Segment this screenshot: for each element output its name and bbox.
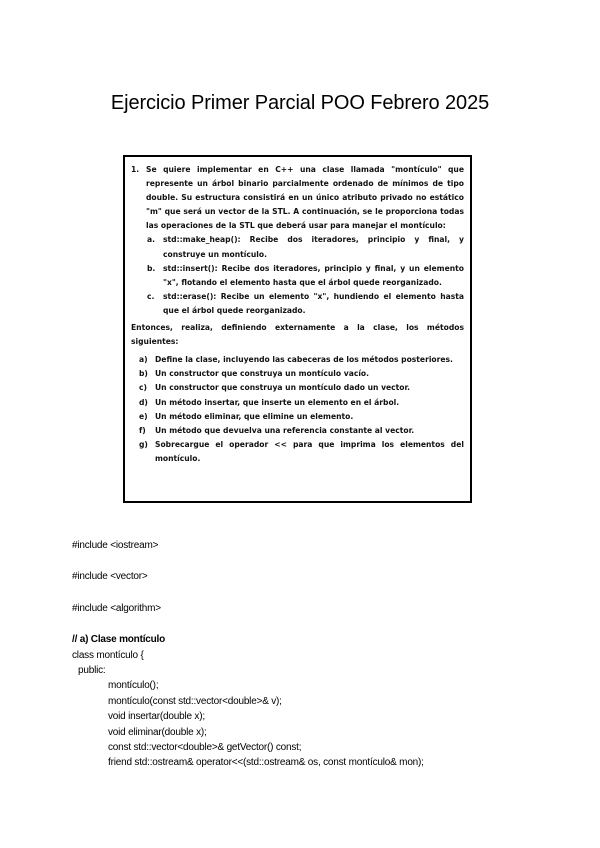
stl-op-text: std::erase(): Recibe un elemento "x", hundiendo el elemento hasta que el árbol quede reorganizado. xyxy=(163,291,464,315)
code-line-include: #include <iostream> xyxy=(72,540,159,551)
code-member-line: void insertar(double x); xyxy=(108,711,205,723)
task-item xyxy=(139,410,464,424)
task-item xyxy=(139,353,464,367)
code-member-line: const std::vector<double>& getVector() const; xyxy=(108,741,302,753)
code-access-specifier: public: xyxy=(78,664,106,676)
code-member-line: friend std::ostream& operator<<(std::ostream& os, const montículo& mon); xyxy=(108,757,424,769)
task-item xyxy=(139,438,464,466)
task-item xyxy=(139,396,464,410)
exercise-statement-text: Se quiere implementar en C++ una clase llamada "montículo" que represente un árbol binario parcialmente ordenado de mínimos de tipo double. Su estructura consistirá en un único atributo privado no estático "m" que será un vector de la STL. A continuación, se le proporciona todas las operaciones de la STL que deberá usar para manejar el montículo: xyxy=(146,165,464,231)
task-text: Sobrecargue el operador << para que imprima los elementos del montículo. xyxy=(155,439,464,463)
task-item xyxy=(139,367,464,381)
exercise-image xyxy=(123,155,472,503)
stl-op xyxy=(147,262,464,290)
task-text: Define la clase, incluyendo las cabeceras de los métodos posteriores. xyxy=(155,355,453,365)
task-item xyxy=(139,424,464,438)
task-letter: a) xyxy=(139,355,148,365)
exercise-number: 1. xyxy=(131,165,140,174)
code-block xyxy=(72,538,552,771)
task-letter: b) xyxy=(139,369,148,379)
task-letter: d) xyxy=(139,397,148,407)
exercise-statement xyxy=(131,163,464,233)
task-text: Un método eliminar, que elimine un elemento. xyxy=(155,411,354,421)
stl-op xyxy=(147,233,464,261)
code-class-declaration: class montículo { xyxy=(72,649,144,661)
tasks-intro: Entonces, realiza, definiendo externamente a la clase, los métodos siguientes: xyxy=(131,323,464,347)
code-member-line: montículo(const std::vector<double>& v); xyxy=(108,695,282,707)
task-text: Un constructor que construya un montículo vacío. xyxy=(155,369,370,379)
task-text: Un método que devuelva una referencia constante al vector. xyxy=(155,425,415,435)
task-text: Un constructor que construya un montículo dado un vector. xyxy=(155,383,411,393)
page-title: Ejercicio Primer Parcial POO Febrero 2025 xyxy=(110,92,490,114)
task-letter: e) xyxy=(139,411,148,421)
stl-op-letter: b. xyxy=(147,263,156,273)
task-list xyxy=(131,353,464,466)
code-comment: // a) Clase montículo xyxy=(72,634,166,646)
task-letter: g) xyxy=(139,439,148,449)
stl-op xyxy=(147,290,464,318)
code-member-line: montículo(); xyxy=(108,680,159,692)
task-text: Un método insertar, que inserte un elemento en el árbol. xyxy=(155,397,400,407)
code-line-include: #include <algorithm> xyxy=(72,602,161,614)
task-item xyxy=(139,381,464,395)
code-member-line: void eliminar(double x); xyxy=(108,726,207,738)
stl-op-text: std::make_heap(): Recibe dos iteradores, principio y final, y construye un montículo. xyxy=(163,235,464,259)
task-letter: f) xyxy=(139,425,146,435)
stl-op-letter: c. xyxy=(147,291,155,301)
stl-op-text: std::insert(): Recibe dos iteradores, principio y final, y un elemento "x", flotando el elemento hasta que el árbol quede reorganizado. xyxy=(163,263,464,287)
stl-op-letter: a. xyxy=(147,235,156,245)
task-letter: c) xyxy=(139,383,147,393)
code-line-include: #include <vector> xyxy=(72,571,148,583)
